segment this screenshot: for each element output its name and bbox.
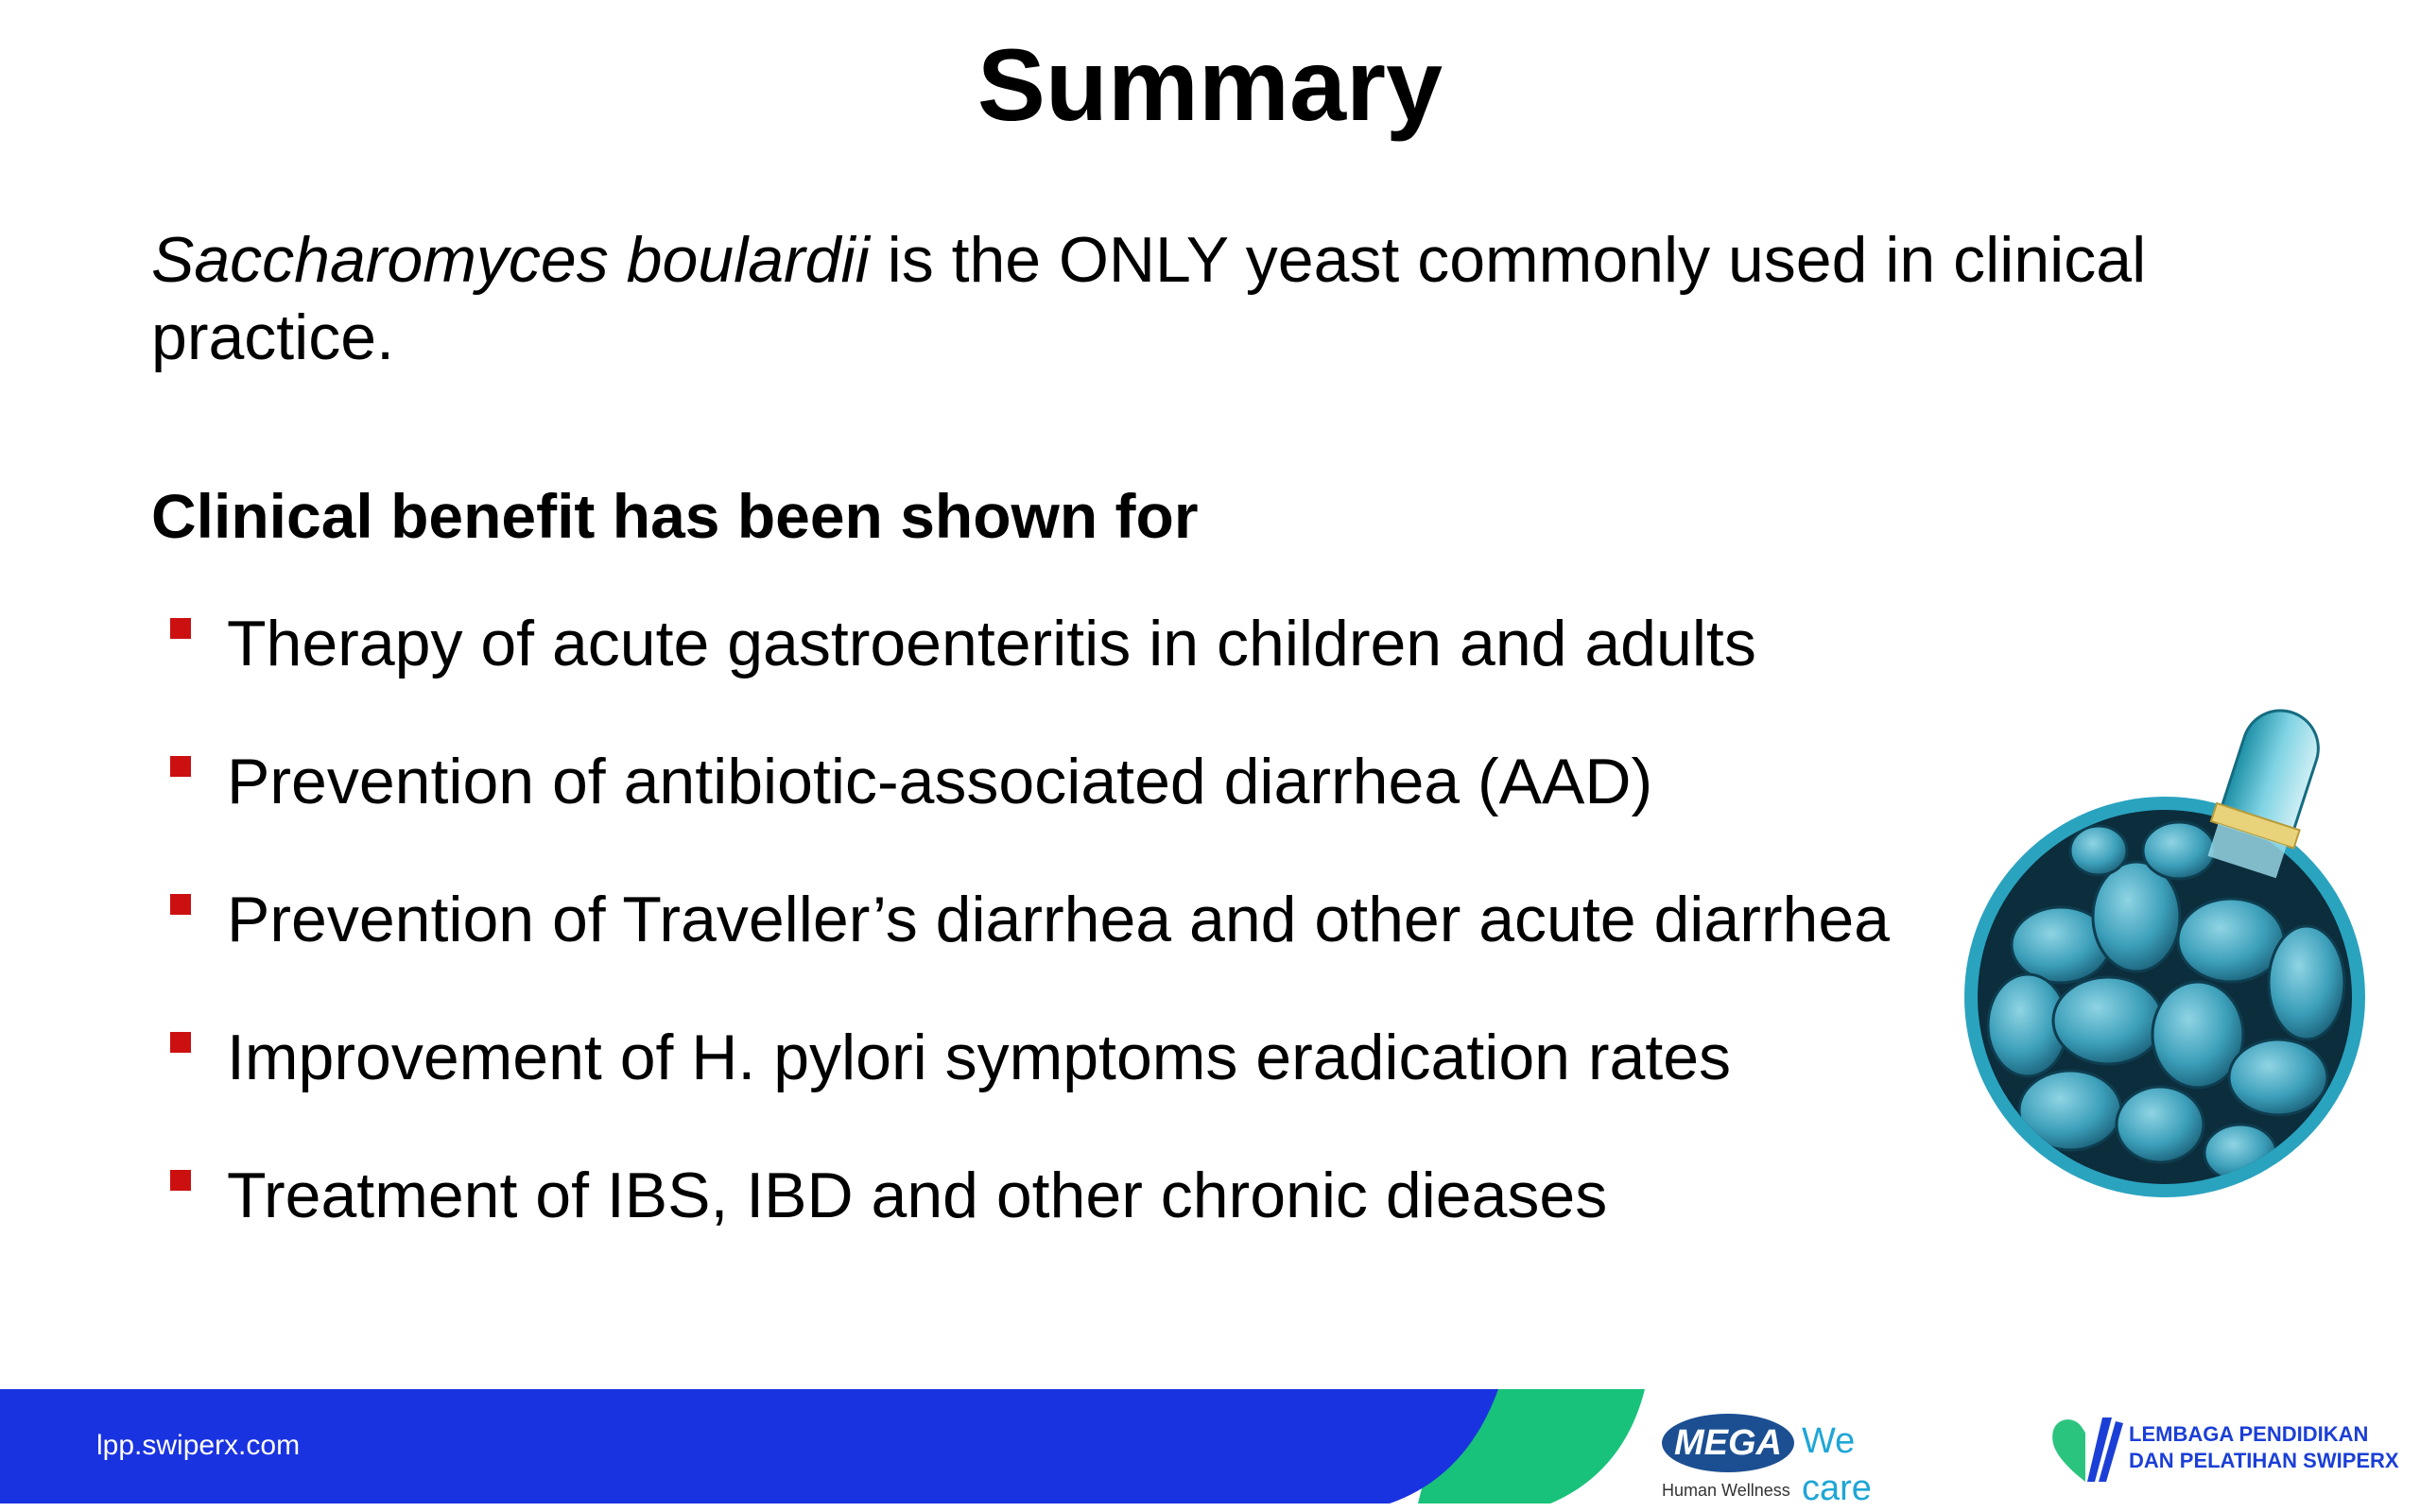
footer-bar — [0, 1389, 2420, 1508]
benefit-item — [170, 1015, 1731, 1100]
red-square-bullet-icon — [170, 756, 191, 777]
mega-logo — [1662, 1402, 1927, 1508]
lpp-name-line1: LEMBAGA PENDIDIKAN — [2129, 1422, 2369, 1446]
mega-slogan: We care — [1802, 1421, 1872, 1508]
slide-title: Summary — [977, 27, 1443, 142]
mega-tagline: Human Wellness — [1662, 1481, 1790, 1500]
lpp-name-line2: DAN PELATIHAN SWIPERX — [2129, 1449, 2399, 1472]
benefit-text: Improvement of H. pylori symptoms eradication rates — [227, 1022, 1732, 1093]
red-square-bullet-icon — [170, 618, 191, 639]
footer-url[interactable]: lpp.swiperx.com — [96, 1430, 301, 1461]
mega-wordmark: MEGA — [1662, 1414, 1794, 1472]
lpp-logo — [2049, 1414, 2399, 1489]
red-square-bullet-icon — [170, 1170, 191, 1191]
yeast-cells-capsule-icon — [1957, 680, 2373, 1210]
benefit-item — [170, 1153, 1607, 1238]
benefit-item — [170, 739, 1652, 824]
benefit-text: Prevention of antibiotic-associated diarrhea (AAD) — [227, 746, 1653, 817]
red-square-bullet-icon — [170, 1032, 191, 1053]
heart-logo-icon — [2049, 1414, 2125, 1486]
benefit-text: Prevention of Traveller’s diarrhea and other acute diarrhea — [227, 884, 1890, 955]
benefit-item — [170, 877, 1890, 962]
section-subheading: Clinical benefit has been shown for — [151, 481, 1199, 551]
benefit-item — [170, 601, 1756, 686]
benefit-text: Therapy of acute gastroenteritis in children and adults — [227, 608, 1756, 679]
red-square-bullet-icon — [170, 894, 191, 915]
lpp-name — [2129, 1421, 2399, 1474]
intro-rest: is the ONLY yeast commonly used in clinical practice. — [151, 224, 2147, 373]
benefit-text: Treatment of IBS, IBD and other chronic dieases — [227, 1160, 1608, 1231]
intro-statement — [151, 221, 2231, 376]
species-name: Saccharomyces boulardii — [151, 224, 870, 296]
